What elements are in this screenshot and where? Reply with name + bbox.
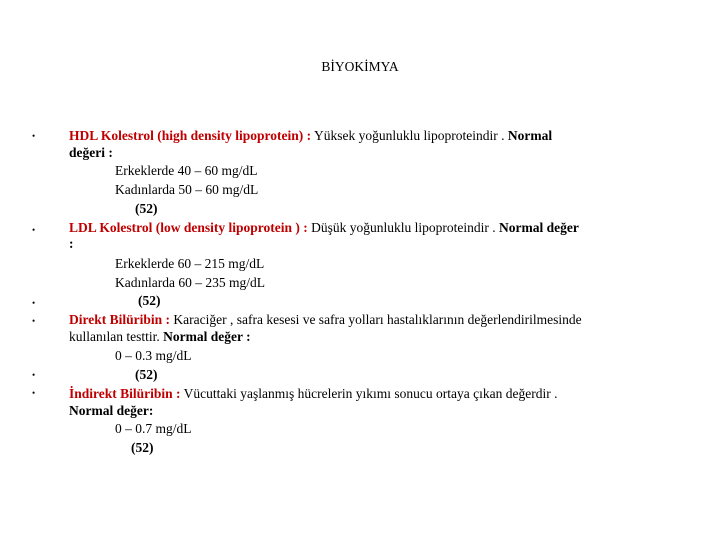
ldl-normal: Normal değer [495, 220, 579, 235]
hdl-label: HDL Kolestrol (high density lipoprotein) : [69, 128, 312, 143]
indirect-line [69, 386, 557, 402]
direct-line [69, 312, 582, 328]
hdl-line [69, 128, 552, 144]
indirect-normal: Normal değer: [69, 403, 154, 418]
direct-range: 0 – 0.3 mg/dL [115, 348, 192, 363]
indirect-ref: (52) [131, 440, 154, 455]
direct-desc: Karaciğer , safra kesesi ve safra yolları hastalıklarının değerlendirilmesinde [170, 312, 582, 327]
indirect-range: 0 – 0.7 mg/dL [115, 421, 192, 436]
indirect-label: İndirekt Bilüribin : [69, 386, 181, 401]
indirect-desc: Vücuttaki yaşlanmış hücrelerin yıkımı sonucu ortaya çıkan değerdir . [180, 386, 558, 401]
direct-ref: (52) [135, 367, 158, 382]
direct-line-2 [69, 329, 251, 345]
ldl-men: Erkeklerde 60 – 215 mg/dL [115, 256, 265, 271]
hdl-men: Erkeklerde 40 – 60 mg/dL [115, 163, 258, 178]
page-title: BİYOKİMYA [321, 59, 399, 74]
hdl-ref: (52) [135, 201, 158, 216]
ldl-desc: Düşük yoğunluklu lipoproteindir . [307, 220, 496, 235]
bullet-ldl: • [32, 225, 36, 235]
ldl-women: Kadınlarda 60 – 235 mg/dL [115, 275, 265, 290]
bullet-direct: • [32, 316, 36, 326]
direct-desc-cont: kullanılan testtir. [69, 329, 160, 344]
hdl-normal: Normal [504, 128, 553, 143]
hdl-normal-cont: değeri : [69, 145, 113, 160]
hdl-women: Kadınlarda 50 – 60 mg/dL [115, 182, 259, 197]
bullet-hdl: • [32, 131, 36, 141]
direct-label: Direkt Bilüribin : [69, 312, 171, 327]
ldl-normal-cont: : [69, 236, 74, 251]
bullet-ldl-ref: • [32, 298, 36, 308]
bullet-direct-ref: • [32, 370, 36, 380]
ldl-line [69, 220, 579, 236]
bullet-indirect: • [32, 388, 36, 398]
ldl-label: LDL Kolestrol (low density lipoprotein ) : [69, 220, 308, 235]
hdl-desc: Yüksek yoğunluklu lipoproteindir . [311, 128, 505, 143]
direct-normal: Normal değer : [159, 329, 251, 344]
ldl-ref: (52) [138, 293, 161, 308]
